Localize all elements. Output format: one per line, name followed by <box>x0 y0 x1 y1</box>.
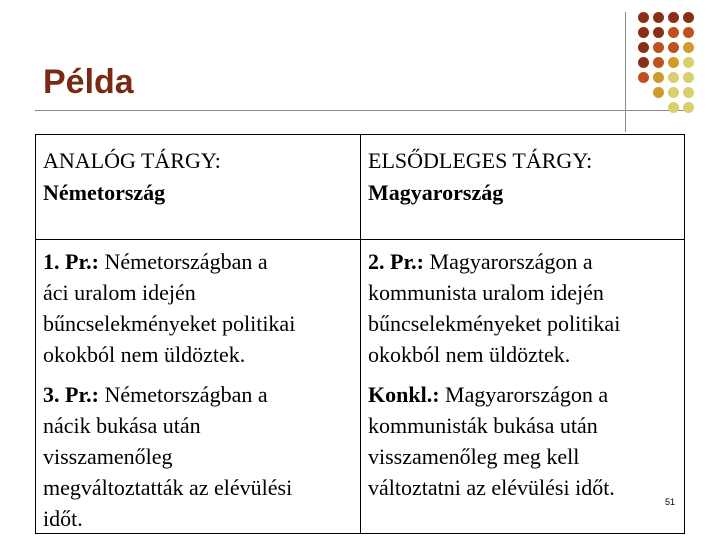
vertical-rule <box>625 12 626 132</box>
decorative-dot <box>668 87 679 98</box>
decorative-dot <box>668 27 679 38</box>
decorative-dot <box>638 72 649 83</box>
decorative-dot <box>653 42 664 53</box>
row-divider <box>36 239 684 240</box>
decorative-dot <box>638 12 649 23</box>
decorative-dot <box>668 57 679 68</box>
premise-3-text: Németországban a nácik bukása után visszamenőleg megváltoztatták az elévülési időt. <box>43 382 293 531</box>
header-left-label: ANALÓG TÁRGY: <box>43 148 221 173</box>
comparison-table <box>35 134 685 534</box>
decorative-dot <box>683 102 694 113</box>
decorative-dot <box>668 42 679 53</box>
premise-1-label: 1. Pr.: <box>43 249 100 274</box>
decorative-dot <box>683 12 694 23</box>
premise-2-text: Magyarországon a kommunista uralom idején bűncselekményeket politikai okokból nem üldöztek. <box>368 249 621 367</box>
conclusion-text: Magyarországon a kommunisták bukása után visszamenőleg meg kell változtatni az elévülési időt. <box>368 382 615 500</box>
premise-2 <box>368 246 680 370</box>
decorative-dot <box>653 57 664 68</box>
header-left-value: Németország <box>43 180 166 205</box>
premise-1-text: Németországban a áci uralom idején bűncselekményeket politikai okokból nem üldöztek. <box>43 249 296 367</box>
conclusion-label: Konkl.: <box>368 382 440 407</box>
header-right-label: ELSŐDLEGES TÁRGY: <box>368 148 593 173</box>
decorative-dot <box>668 72 679 83</box>
decorative-dot <box>653 12 664 23</box>
decorative-dot <box>653 72 664 83</box>
header-right-value: Magyarország <box>368 180 504 205</box>
slide-title: Példa <box>43 63 134 101</box>
decorative-dot <box>683 72 694 83</box>
decorative-dot <box>638 27 649 38</box>
decorative-dot <box>653 87 664 98</box>
decorative-dot <box>683 57 694 68</box>
decorative-dot <box>653 27 664 38</box>
decorative-dot <box>683 27 694 38</box>
decorative-dot <box>683 87 694 98</box>
column-divider <box>360 135 361 533</box>
premise-2-label: 2. Pr.: <box>368 249 425 274</box>
decorative-dot <box>668 12 679 23</box>
premise-3 <box>43 379 358 534</box>
decorative-dot <box>638 42 649 53</box>
decorative-dot <box>683 42 694 53</box>
decorative-dot <box>668 102 679 113</box>
decorative-dot <box>638 57 649 68</box>
page-number: 51 <box>665 497 676 507</box>
title-rule <box>35 110 685 111</box>
conclusion <box>368 379 680 503</box>
premise-1 <box>43 246 358 370</box>
premise-3-label: 3. Pr.: <box>43 382 100 407</box>
